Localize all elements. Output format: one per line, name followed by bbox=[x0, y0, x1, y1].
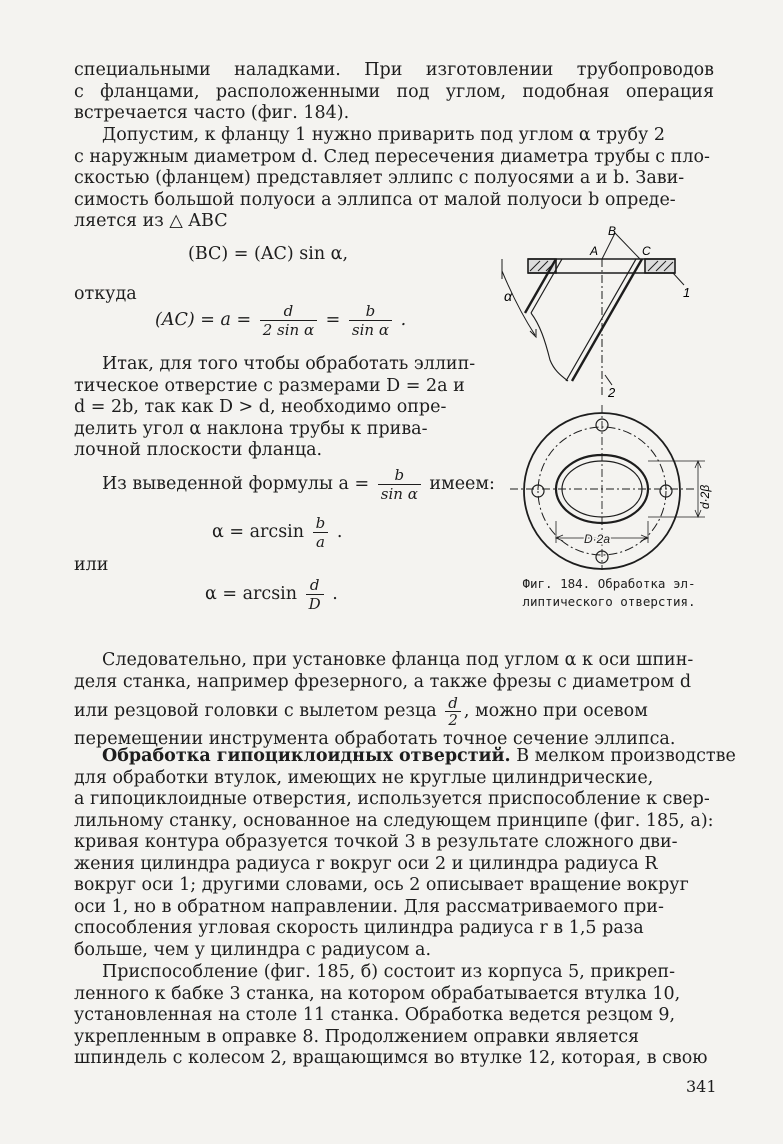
text-line: с наружным диаметром d. След пересечения диаметра трубы с пло- bbox=[74, 146, 710, 167]
text-line: специальными наладками. При изготовлении трубопроводов bbox=[74, 60, 714, 80]
fraction-denominator: sin α bbox=[351, 321, 389, 339]
caption-line: липтического отверстия. bbox=[522, 594, 696, 609]
text-line: Приспособление (фиг. 185, б) состоит из корпуса 5, прикреп- bbox=[102, 962, 675, 982]
fraction-numerator: d bbox=[306, 576, 324, 595]
formula-left: α = arcsin bbox=[205, 584, 298, 604]
label-A: A bbox=[590, 244, 599, 258]
formula-right: имеем: bbox=[429, 474, 495, 494]
text-line: скостью (фланцем) представляет эллипс с полуосями a и b. Зави- bbox=[74, 168, 685, 188]
figure-184 bbox=[490, 225, 730, 575]
paragraph-3 bbox=[74, 354, 492, 462]
formula-ac-a bbox=[155, 302, 406, 339]
fraction-denominator: 2 bbox=[448, 711, 458, 729]
text-line: Следовательно, при установке фланца под углом α к оси шпин- bbox=[102, 650, 694, 670]
fraction-b-sin bbox=[349, 302, 392, 339]
paragraph-6 bbox=[74, 962, 714, 1070]
fraction-numerator: b bbox=[378, 466, 421, 485]
fraction-b-sin bbox=[378, 466, 421, 503]
fraction-denominator: a bbox=[315, 533, 325, 551]
formula-end: . bbox=[332, 584, 338, 604]
word-otkuda: откуда bbox=[74, 284, 137, 304]
text-line: лильному станку, основанное на следующем принципе (фиг. 185, a): bbox=[74, 810, 714, 831]
fraction-d-2 bbox=[445, 695, 461, 728]
text-line: делить угол α наклона трубы к прива- bbox=[74, 418, 428, 439]
label-d2b: d·2β bbox=[698, 484, 712, 509]
text-line-with-fraction bbox=[74, 693, 714, 729]
text-line: с фланцами, расположенными под углом, подобная операция bbox=[74, 81, 714, 102]
text-segment: В мелком производстве bbox=[510, 746, 736, 766]
text-line: Итак, для того чтобы обработать эллип- bbox=[102, 354, 476, 374]
fraction-denominator: 2 sin α bbox=[262, 321, 315, 339]
paragraph-4 bbox=[74, 650, 714, 751]
text-line: ленного к бабке 3 станка, на котором обрабатывается втулка 10, bbox=[74, 983, 681, 1004]
text-line: d = 2b, так как D > d, необходимо опре- bbox=[74, 397, 447, 417]
text-line: жения цилиндра радиуса r вокруг оси 2 и цилиндра радиуса R bbox=[74, 853, 658, 874]
text-line: тическое отверстие с размерами D = 2a и bbox=[74, 375, 465, 396]
section-heading: Обработка гипоциклоидных отверстий. bbox=[102, 746, 511, 766]
word-ili: или bbox=[74, 555, 109, 575]
label-D2a: D·2a bbox=[584, 532, 611, 546]
text-line: укрепленным в оправке 8. Продолжением оправки является bbox=[74, 1026, 640, 1047]
fraction-numerator: b bbox=[313, 514, 329, 533]
text-line: а гипоциклоидные отверстия, используется приспособление к свер- bbox=[74, 789, 710, 809]
formula-end: . bbox=[336, 522, 343, 542]
caption-line: Фиг. 184. Обработка эл- bbox=[522, 576, 696, 591]
fraction-b-a bbox=[313, 514, 329, 551]
formula-end: . bbox=[400, 310, 407, 330]
fraction-d-2sin bbox=[260, 302, 317, 339]
text-line: оси 1, но в обратном направлении. Для рассматриваемого при- bbox=[74, 896, 664, 917]
text-line: для обработки втулок, имеющих не круглые цилиндрические, bbox=[74, 767, 654, 788]
text-line: больше, чем у цилиндра с радиусом a. bbox=[74, 939, 432, 960]
text-segment: , можно при осевом bbox=[463, 701, 648, 721]
text-line: деля станка, например фрезерного, а также фрезы с диаметром d bbox=[74, 671, 692, 692]
paragraph-1 bbox=[74, 60, 714, 125]
text-line: способления угловая скорость цилиндра радиуса r в 1,5 раза bbox=[74, 918, 644, 938]
formula-arcsin-d-D bbox=[205, 576, 338, 613]
formula-left: (AC) = a = bbox=[155, 310, 252, 330]
text-line: Допустим, к фланцу 1 нужно приварить под углом α трубу 2 bbox=[102, 125, 666, 145]
formula-left: Из выведенной формулы a = bbox=[102, 474, 370, 494]
label-2: 2 bbox=[608, 385, 616, 400]
formula-derived bbox=[102, 466, 495, 503]
text-line bbox=[74, 746, 736, 768]
text-segment: или резцовой головки с вылетом резца bbox=[74, 701, 437, 721]
text-line: вокруг оси 1; другими словами, ось 2 описывает вращение вокруг bbox=[74, 875, 689, 895]
fraction-denominator: D bbox=[308, 595, 321, 613]
fraction-numerator: d bbox=[260, 302, 317, 321]
page-number: 341 bbox=[686, 1077, 717, 1096]
label-B: B bbox=[608, 225, 617, 238]
fraction-denominator: sin α bbox=[380, 485, 418, 503]
formula-left: α = arcsin bbox=[212, 522, 305, 542]
formula-bc-ac: (BC) = (AC) sin α, bbox=[188, 244, 349, 264]
label-C: C bbox=[642, 244, 651, 258]
paragraph-5 bbox=[74, 746, 736, 961]
fraction-numerator: d bbox=[445, 695, 461, 712]
paragraph-2 bbox=[74, 125, 714, 233]
text-line: шпиндель с колесом 2, вращающимся во втулке 12, которая, в свою bbox=[74, 1048, 708, 1068]
formula-equals: = bbox=[325, 310, 341, 330]
text-line: установленная на столе 11 станка. Обработка ведется резцом 9, bbox=[74, 1005, 676, 1025]
formula-arcsin-b-a bbox=[212, 514, 342, 551]
text-line: перемещении инструмента обработать точное сечение эллипса. bbox=[74, 729, 676, 749]
text-line: встречается часто (фиг. 184). bbox=[74, 103, 350, 123]
fraction-numerator: b bbox=[349, 302, 392, 321]
label-1: 1 bbox=[683, 285, 691, 300]
text-line: лочной плоскости фланца. bbox=[74, 440, 323, 460]
text-line: кривая контура образуется точкой 3 в результате сложного дви- bbox=[74, 832, 678, 852]
fraction-d-D bbox=[306, 576, 324, 613]
figure-caption bbox=[498, 575, 720, 611]
text-line: ляется из △ ABC bbox=[74, 211, 228, 231]
text-line: симость большой полуоси a эллипса от малой полуоси b опреде- bbox=[74, 189, 676, 210]
label-alpha: α bbox=[504, 288, 512, 304]
